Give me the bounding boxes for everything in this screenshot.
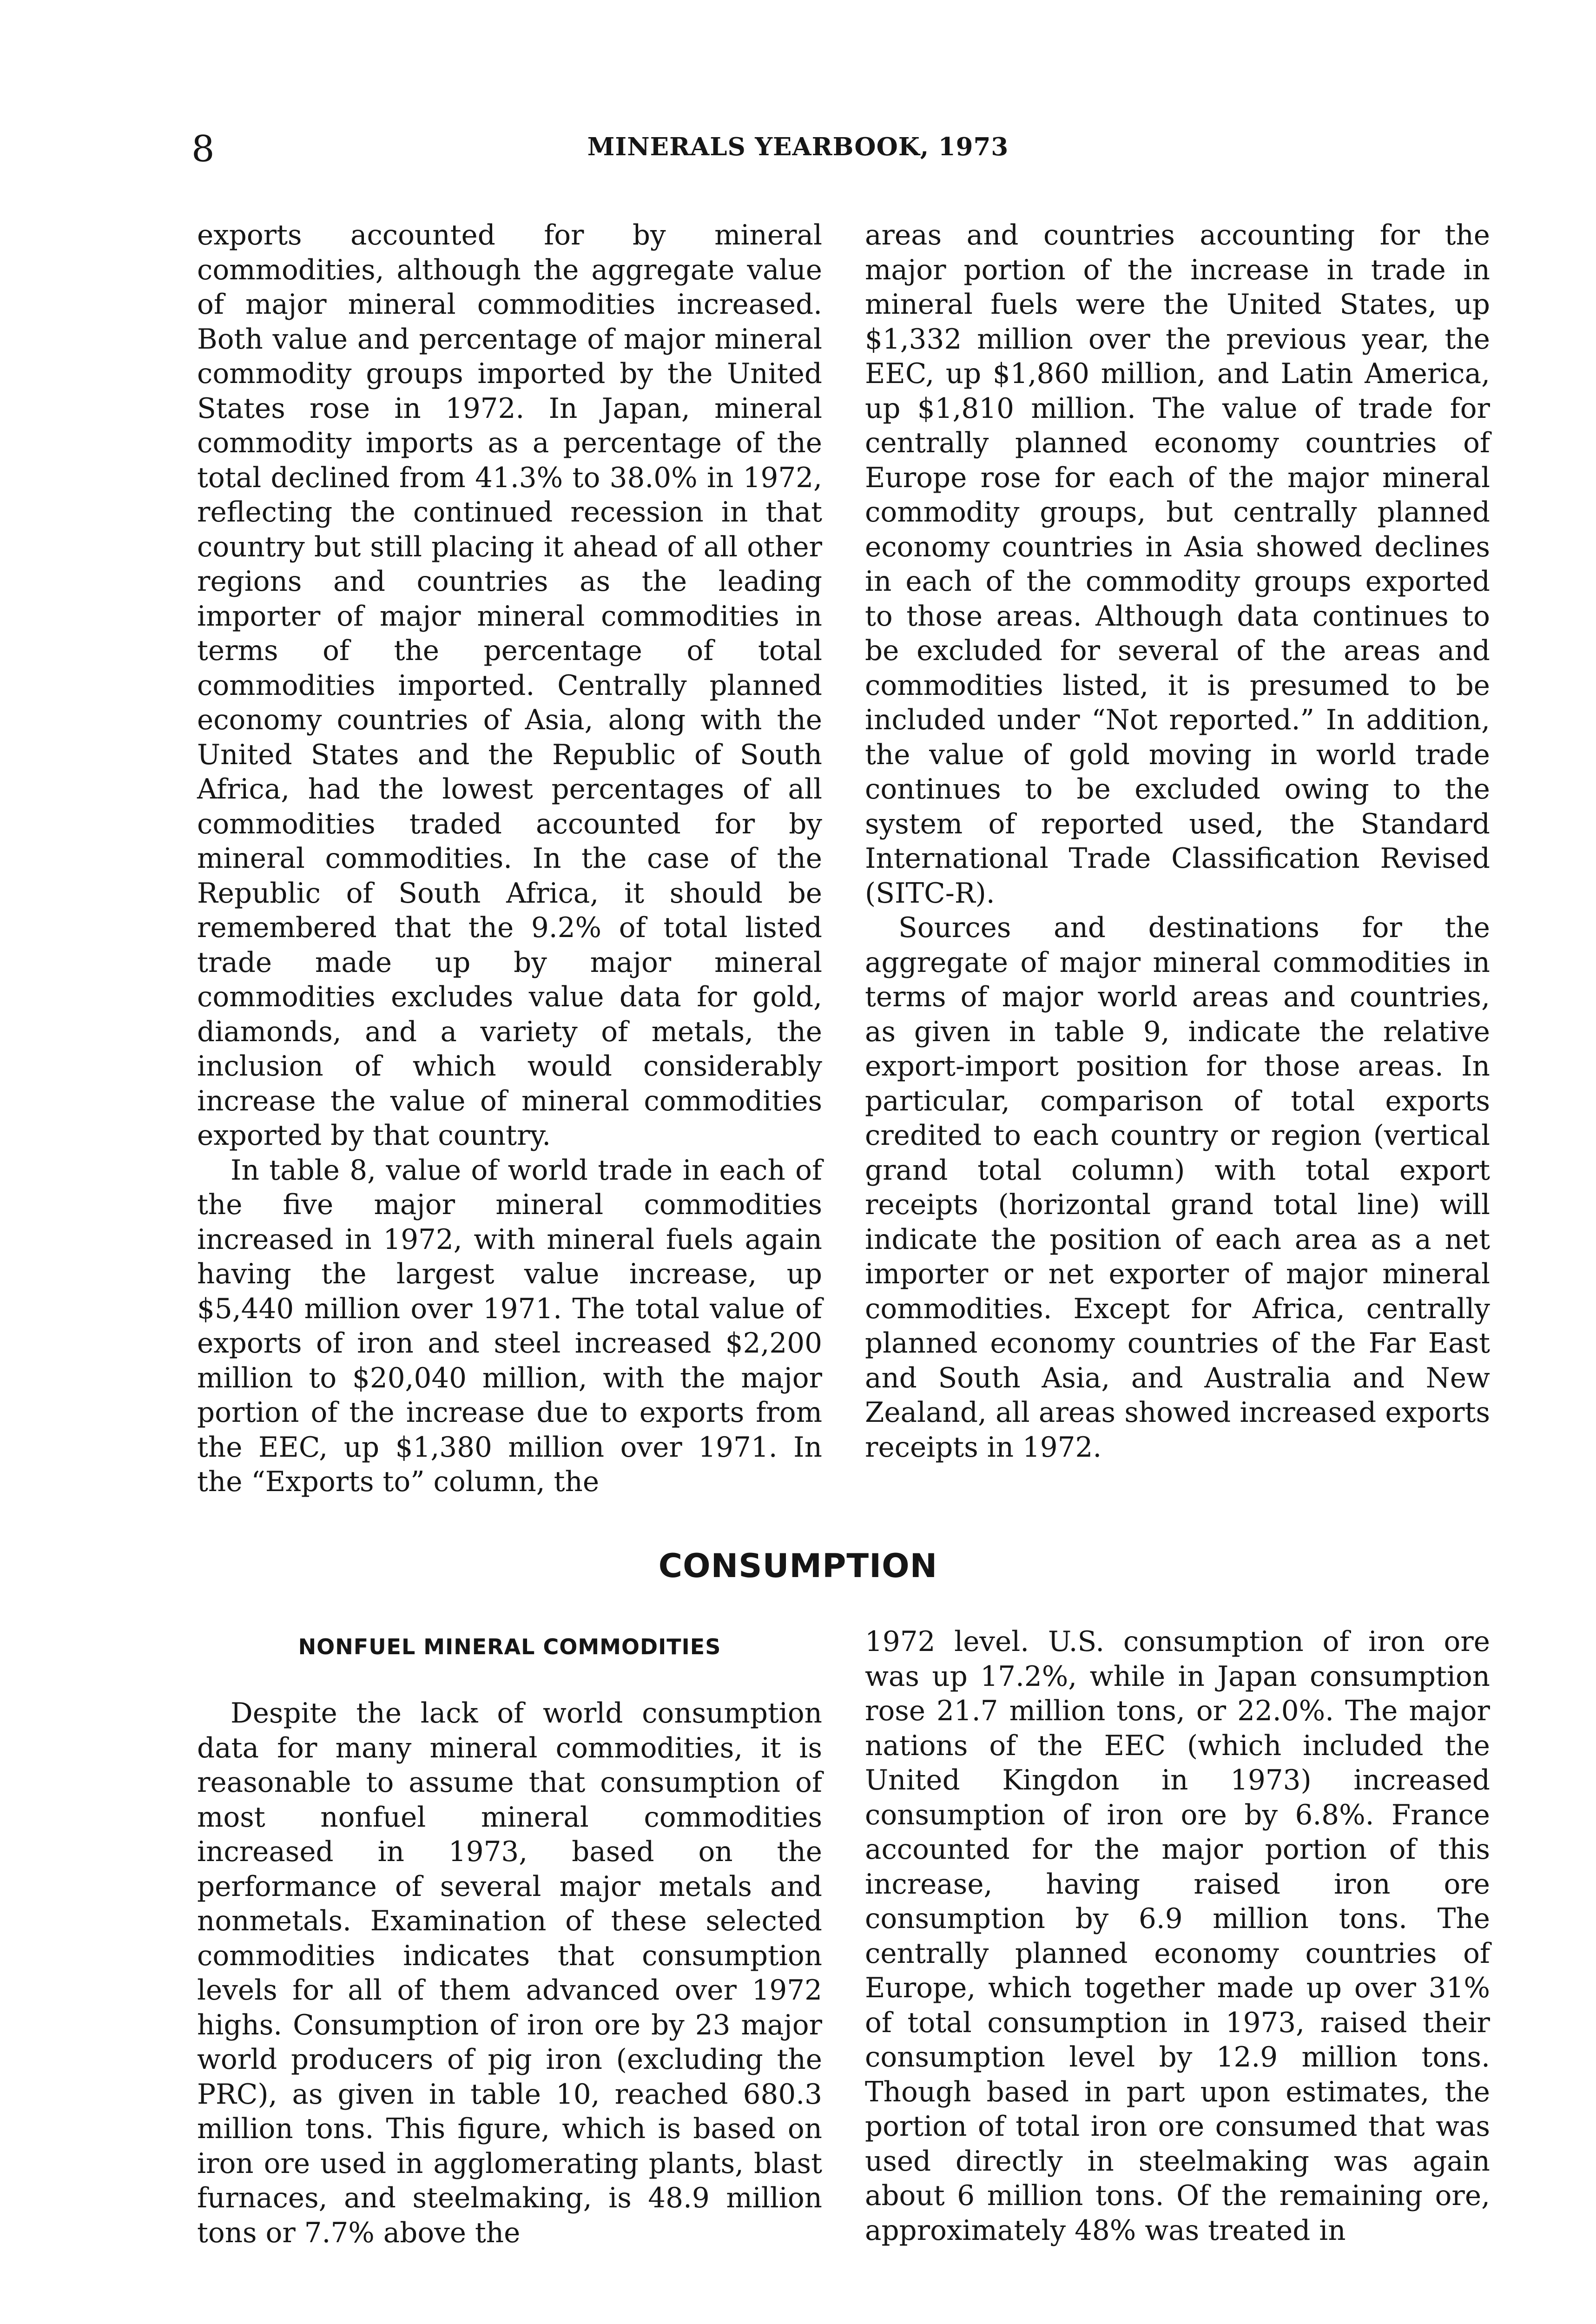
section-heading-consumption: CONSUMPTION: [658, 1547, 938, 1585]
running-title: MINERALS YEARBOOK, 1973: [587, 132, 1009, 161]
paragraph: Despite the lack of world consumption data for many mineral commodities, it is reasonable to assume that consumption of most nonfuel mineral commodities increased in 1973, based on the performance of several major metals and nonmetals. Examination of these selected commodities indicates that consumption levels for all of them advanced over 1972 highs. Consumption of iron ore by 23 major world producers of pig iron (excluding the PRC), as given in table 10, reached 680.3 million tons. This figure, which is based on iron ore used in agglomerating plants, blast furnaces, and steelmaking, is 48.9 million tons or 7.7% above the: [197, 1697, 822, 2249]
page-number: 8: [191, 128, 215, 170]
top-left-column: [197, 218, 822, 1500]
paragraph: In table 8, value of world trade in each of the five major mineral commodities increased in 1972, with mineral fuels again having the largest value increase, up $5,440 million over 1971. The total value of exports of iron and steel increased $2,200 million to $20,040 million, with the major portion of the increase due to exports from the EEC, up $1,380 million over 1971. In the “Exports to” column, the: [197, 1154, 822, 1498]
bottom-right-column: [865, 1625, 1490, 2248]
bottom-left-column: [197, 1697, 822, 2251]
paragraph: 1972 level. U.S. consumption of iron ore was up 17.2%, while in Japan consumption rose 21.7 million tons, or 22.0%. The major nations of the EEC (which included the United Kingdon in 1973) increased consumption of iron ore by 6.8%. France accounted for the major portion of this increase, having raised iron ore consumption by 6.9 million tons. The centrally planned economy countries of Europe, which together made up over 31% of total consumption in 1973, raised their consumption level by 12.9 million tons. Though based in part upon estimates, the portion of total iron ore consumed that was used directly in steelmaking was again about 6 million tons. Of the remaining ore, approximately 48% was treated in: [865, 1626, 1490, 2247]
subheading-nonfuel-mineral-commodities: NONFUEL MINERAL COMMODITIES: [298, 1634, 721, 1659]
top-right-column: [865, 218, 1490, 1465]
paragraph: exports accounted for by mineral commodities, although the aggregate value of major mineral commodities increased. Both value and percentage of major mineral commodity groups imported by the United States rose in 1972. In Japan, mineral commodity imports as a percentage of the total declined from 41.3% to 38.0% in 1972, reflecting the continued recession in that country but still placing it ahead of all other regions and countries as the leading importer of major mineral commodities in terms of the percentage of total commodities imported. Centrally planned economy countries of Asia, along with the United States and the Republic of South Africa, had the lowest percentages of all commodities traded accounted for by mineral commodities. In the case of the Republic of South Africa, it should be remembered that the 9.2% of total listed trade made up by major mineral commodities excludes value data for gold, diamonds, and a variety of metals, the inclusion of which would considerably increase the value of mineral commodities exported by that country.: [197, 219, 822, 1152]
paragraph: Sources and destinations for the aggregate of major mineral commodities in terms of major world areas and countries, as given in table 9, indicate the relative export-import position for those areas. In particular, comparison of total exports credited to each country or region (vertical grand total column) with total export receipts (horizontal grand total line) will indicate the position of each area as a net importer or net exporter of major mineral commodities. Except for Africa, centrally planned economy countries of the Far East and South Asia, and Australia and New Zealand, all areas showed increased exports receipts in 1972.: [865, 912, 1490, 1464]
paragraph: areas and countries accounting for the major portion of the increase in trade in mineral fuels were the United States, up $1,332 million over the previous year, the EEC, up $1,860 million, and Latin America, up $1,810 million. The value of trade for centrally planned economy countries of Europe rose for each of the major mineral commodity groups, but centrally planned economy countries in Asia showed declines in each of the commodity groups exported to those areas. Although data continues to be excluded for several of the areas and commodities listed, it is presumed to be included under “Not reported.” In addition, the value of gold moving in world trade continues to be excluded owing to the system of reported used, the Standard International Trade Classification Revised (SITC-R).: [865, 219, 1490, 910]
